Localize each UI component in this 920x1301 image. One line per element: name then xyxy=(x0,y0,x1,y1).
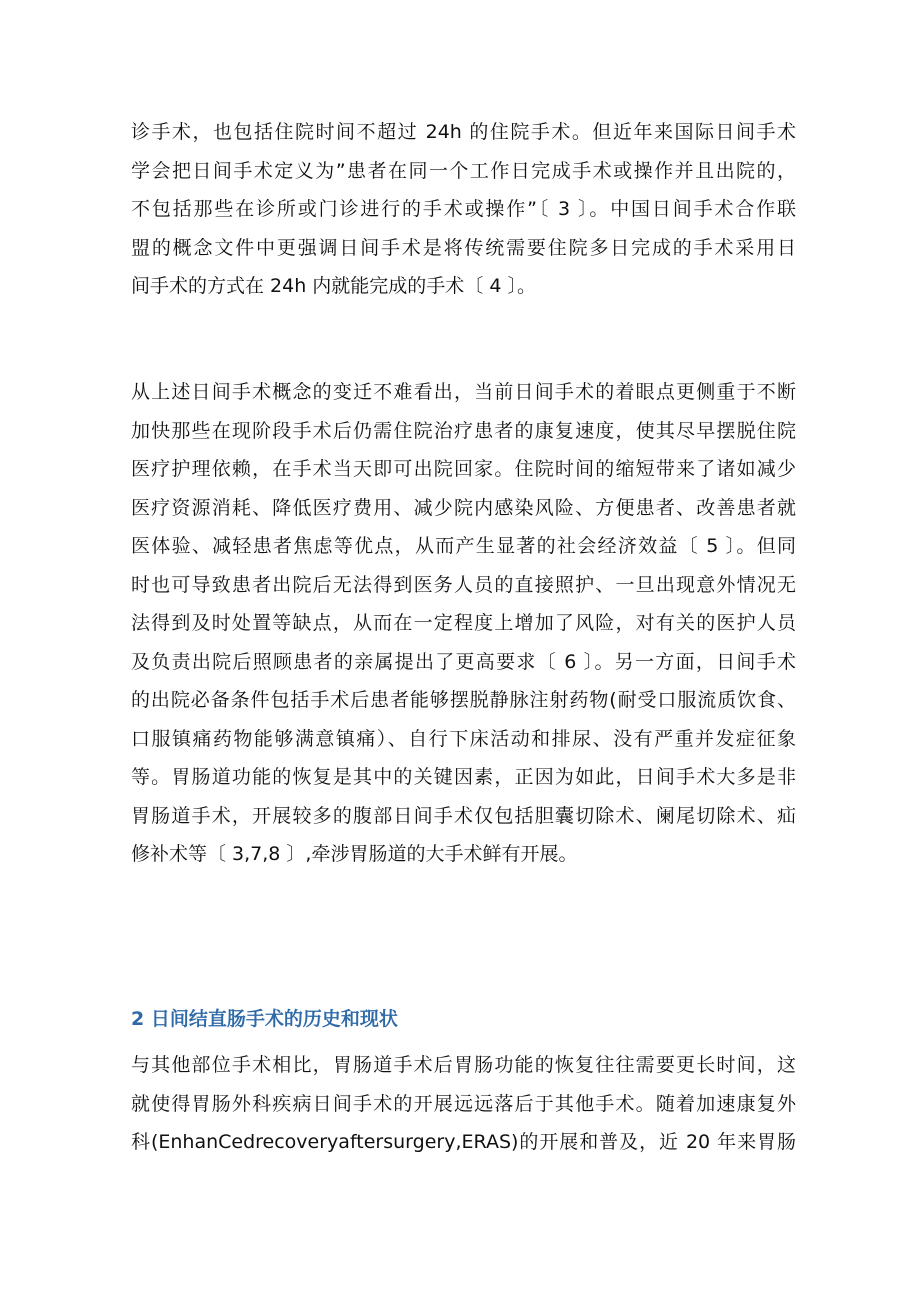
text-line: 时也可导致患者出院后无法得到医务人员的直接照护、一旦出现意外情况无 xyxy=(131,573,796,596)
text-line: 及负责出院后照顾患者的亲属提出了更高要求〔 6 〕。另一方面，日间手术 xyxy=(131,650,796,673)
text-line: 间手术的方式在 24h 内就能完成的手术〔 4 〕。 xyxy=(131,275,536,297)
text-line: 口服镇痛药物能够满意镇痛）、自行下床活动和排尿、没有严重并发症征象 xyxy=(131,727,796,750)
text-line: 医体验、减轻患者焦虑等优点，从而产生显著的社会经济效益〔 5 〕。但同 xyxy=(131,535,796,557)
text-line: 不包括那些在诊所或门诊进行的手术或操作”〔 3 〕。中国日间手术合作联 xyxy=(131,198,796,220)
text-line: 诊手术，也包括住院时间不超过 24h 的住院手术。但近年来国际日间手术 xyxy=(131,121,796,143)
section-heading: 2 日间结直肠手术的历史和现状 xyxy=(131,1008,398,1030)
text-line: 修补术等〔 3,7,8 〕,牵涉胃肠道的大手术鲜有开展。 xyxy=(131,843,578,865)
text-line: 医疗护理依赖，在手术当天即可出院回家。住院时间的缩短带来了诸如减少 xyxy=(131,458,796,480)
text-line: 与其他部位手术相比，胃肠道手术后胃肠功能的恢复往往需要更长时间，这 xyxy=(131,1054,796,1076)
text-line: 盟的概念文件中更强调日间手术是将传统需要住院多日完成的手术采用日 xyxy=(131,236,796,259)
text-line: 学会把日间手术定义为”患者在同一个工作日完成手术或操作并且出院的， xyxy=(131,159,796,182)
text-line: 等。胃肠道功能的恢复是其中的关键因素，正因为如此，日间手术大多是非 xyxy=(131,766,796,788)
text-line: 医疗资源消耗、降低医疗费用、减少院内感染风险、方便患者、改善患者就 xyxy=(131,496,796,519)
text-line: 法得到及时处置等缺点，从而在一定程度上增加了风险，对有关的医护人员 xyxy=(131,612,796,634)
paragraph-day-surgery-definition xyxy=(131,113,796,306)
paragraph-day-surgery-evolution xyxy=(131,373,796,874)
text-line: 加快那些在现阶段手术后仍需住院治疗患者的康复速度，使其尽早摆脱住院 xyxy=(131,419,796,442)
text-line: 的出院必备条件包括手术后患者能够摆脱静脉注射药物(耐受口服流质饮食、 xyxy=(131,689,796,711)
text-line: 科(EnhanCedrecoveryaftersurgery,ERAS)的开展和普及，近 20 年来胃肠 xyxy=(131,1131,796,1153)
paragraph-colorectal-history xyxy=(131,1046,796,1162)
text-line: 就使得胃肠外科疾病日间手术的开展远远落后于其他手术。随着加速康复外 xyxy=(131,1092,796,1115)
text-line: 胃肠道手术，开展较多的腹部日间手术仅包括胆囊切除术、阑尾切除术、疝 xyxy=(131,804,796,827)
text-line: 从上述日间手术概念的变迁不难看出，当前日间手术的着眼点更侧重于不断 xyxy=(131,381,796,403)
